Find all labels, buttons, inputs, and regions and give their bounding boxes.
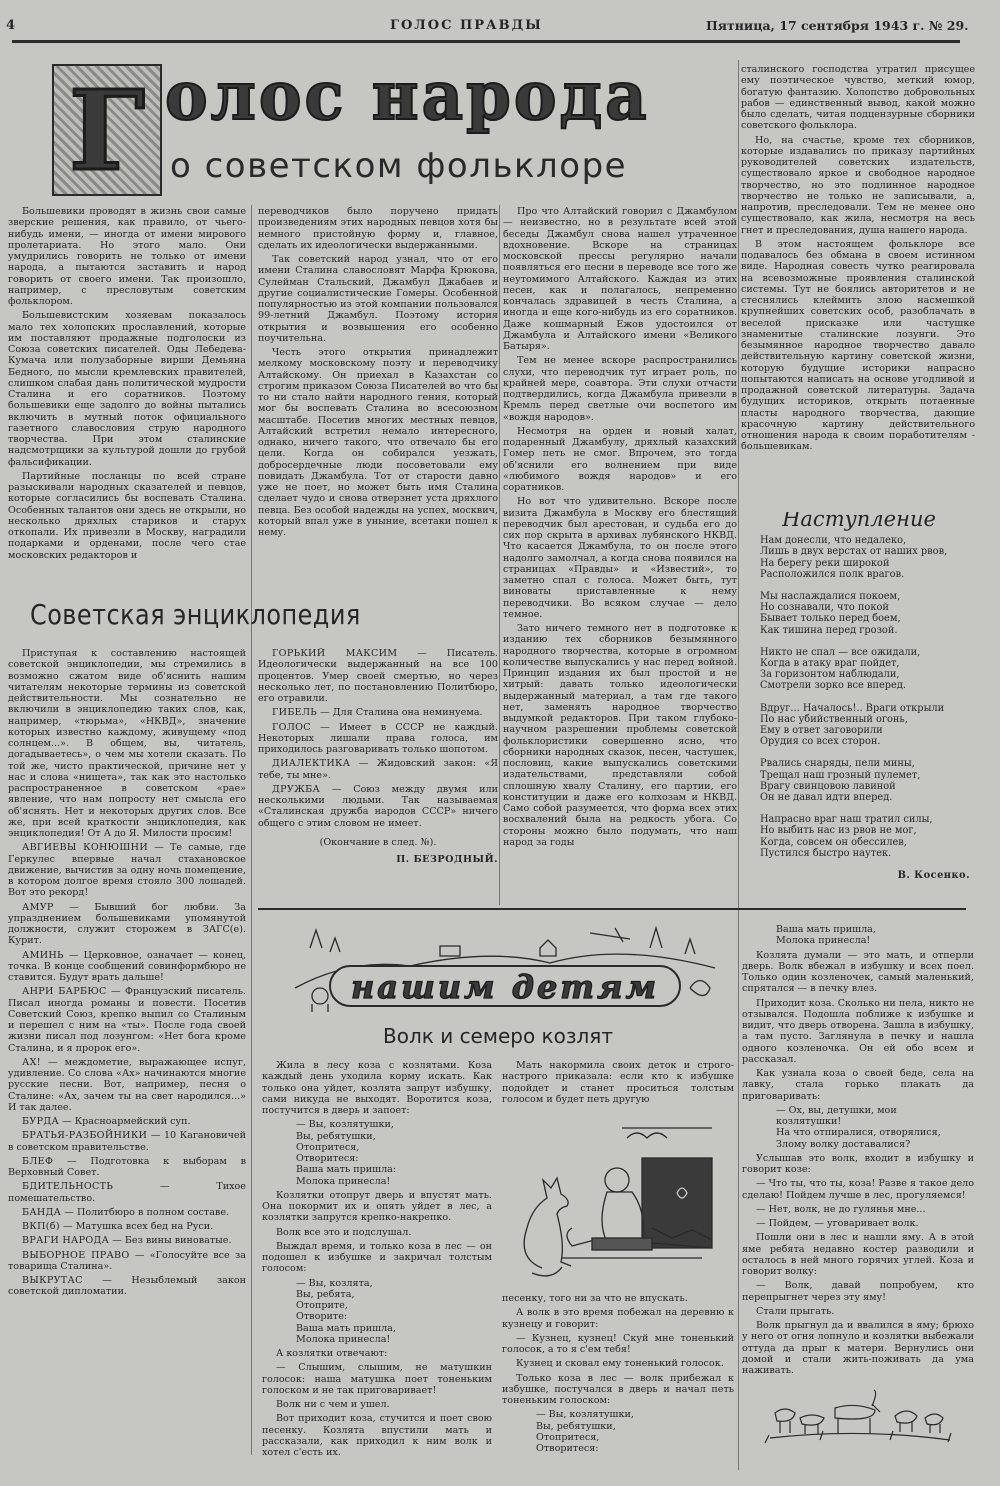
verse-line: Молока принесла!	[776, 935, 871, 947]
column-divider	[738, 60, 739, 1470]
encyclopedia-entry	[8, 1275, 246, 1298]
poem-stanza	[760, 703, 970, 748]
encyclopedia-entry	[8, 1221, 246, 1232]
entry-term: ВКП(б)	[22, 1221, 60, 1232]
poem-line: Он не давал идти вперед.	[760, 792, 893, 804]
verse-line: Отопритеся,	[296, 1141, 360, 1153]
story-paragraph: Козлята думали — это мать, и отперли дверь. Волк вбежал в избушку и всех поел. Только один козленочек, самый маленький, спрятался — в печку влез.	[742, 949, 974, 995]
encyclopedia-entry	[8, 950, 246, 984]
poem-line: Орудия со всех сторон.	[760, 736, 881, 748]
issue-date: Пятница, 17 сентября 1943 г. № 29.	[706, 18, 969, 33]
story-paragraph: Как узнала коза о своей беде, села на лавку, стала горько плакать да приговаривать:	[742, 1068, 974, 1102]
entry-definition: 10 Кагановичей в советском правительстве.	[8, 1130, 246, 1153]
verse-line: Ваша мать пришла,	[296, 1322, 396, 1334]
poem-line: Вдруг... Началось!.. Враги открыли	[760, 702, 945, 714]
story-paragraph: — Пойдем, — уговаривает волк.	[756, 1218, 919, 1229]
entry-dash: —	[61, 1206, 77, 1218]
poem-title: Наступление	[782, 512, 936, 531]
story-paragraph: — Кузнец, кузнец! Скуй мне тоненький голосок, а то я с'ем тебя!	[502, 1332, 734, 1355]
entry-definition: междометие, выражающее испуг, удивление. Со слова «Ах» начинаются многие русские песни. Вот, например, песня о Сталине: «Ах, зачем ты на свет народился...» И так далее.	[8, 1056, 246, 1113]
headline-drop-cap: Г	[52, 64, 162, 196]
article-paragraph: В этом настоящем фольклоре все подавалось без обмана в своем истинном виде. Народная совесть чутко реагировала на всевозможные проявления сталинской системы. Тут не боялись авторитетов и не стеснялись клеймить злою насмешкой крупнейших советских особ, разоблачать в веселой присказке или частушке знаменитые сталинские лозунги. Это безымянное народное творчество давало действительную картину советской жизни, которую будущие историки напрасно попытаются написать на основе угодливой и продажной советской литературы. Задача будущих историков, открыть потаенные пласты народного творчества, дающие красочную картину действительного отношения народа к своим поработителям - большевикам.	[741, 238, 975, 453]
encyclopedia-title: Советская энциклопедия	[30, 598, 361, 631]
goats-illustration	[760, 1388, 960, 1448]
poem-stanzas	[748, 535, 970, 859]
story-column-3	[742, 922, 974, 1382]
poem-stanza	[760, 535, 970, 580]
poem-line: Никто не спал — все ожидали,	[760, 646, 921, 658]
entry-definition: Те самые, где Геркулес впервые начал стахановское движение, вычистив за одну ночь помещение, в котором долгое время стояло 300 лошадей. Вот это рекорд!	[8, 842, 246, 899]
encyclopedia-entry	[8, 902, 246, 947]
children-banner-title: нашим детям	[350, 968, 660, 1006]
entry-term: БАНДА	[22, 1206, 62, 1218]
entry-definition: Подготовка к выборам в Верховный Совет.	[8, 1155, 246, 1178]
verse-line: — Вы, козлятушки,	[536, 1409, 634, 1421]
poem-line: Но сознавали, что покой	[760, 602, 889, 614]
entry-dash: —	[109, 1235, 125, 1247]
poem-line: Лишь в двух верстах от наших рвов,	[760, 546, 948, 558]
article-paragraph: сталинского господства утратил присущее ему поэтическое чувство, меткий юмор, богатую фантазию. Холопство добровольных рабов — единственный вывод, какой можно было сделать, читая подцензурные сборники советского фольклора.	[741, 64, 975, 132]
verse-line: Отоприте,	[296, 1300, 348, 1311]
verse-line: Молока принесла!	[296, 1175, 391, 1187]
story-paragraph: Приходит коза. Сколько ни пела, никто не отзывался. Подошла поближе к избушке и видит, что дверь отворена. Зашла в избушку, а там пусто. Заглянула в печку и нашла одного козленочка. Он ей обо всем и рассказал.	[742, 997, 974, 1065]
entry-definition: Без вины виноватые.	[124, 1235, 232, 1247]
story-verse	[296, 1119, 492, 1187]
poem-author: В. Косенко.	[897, 870, 970, 882]
article-paragraph: Про что Алтайский говорил с Джамбулом — неизвестно, но в результате всей этой беседы Джамбул снова нашел утраченное вдохновение. Вскоре на страницах московской прессы регулярно начали появляться его песни в переводе все того же неутомимого Алтайского. Каждая из этих песен, как и полагалось, непременно кончалась здравицей в честь Сталина, а иногда и еще кого-нибудь из его соратников. Даже кошмарный Ежов удостоился от Джамбула и Алтайского имени «Великого Батыря».	[503, 206, 737, 352]
article-paragraph: Но вот что удивительно. Вскоре после визита Джамбула в Москву его блестящий переводчик был арестован, и судьба его до сих пор скрыта в архивах лубянского НКВД. Что касается Джамбула, то он после этого надолго замолчал, а когда снова появился на страницах «Правды» и «Известий», то заметно спал с голоса. Может быть, тут виноваты приставленные к нему переводчики. Во всяком случае — дело темное.	[503, 496, 737, 620]
article-column-1	[8, 206, 246, 588]
story-column-1	[262, 1060, 492, 1460]
entry-dash: —	[113, 1181, 217, 1193]
verse-line: — Вы, козлятушки,	[296, 1119, 394, 1131]
poem-line: Нам донесли, что недалеко,	[760, 535, 907, 547]
encyclopedia-entries	[8, 842, 246, 1297]
story-paragraph: Козлятки отопрут дверь и впустят мать. Она покормит их и опять уйдет в лес, а козлятки запрутся крепко-накрепко.	[262, 1189, 492, 1224]
entry-dash: —	[40, 1056, 65, 1068]
story-verse	[776, 924, 974, 947]
header-rule	[12, 40, 960, 43]
entry-dash: —	[148, 842, 170, 854]
poem-line: За горизонтом наблюдали,	[760, 669, 900, 681]
story-paragraph: Выждал время, и только коза в лес — он подошел к избушке и закричал толстым голосом:	[262, 1240, 492, 1275]
encyclopedia-intro: Приступая к составлению настоящей советской энциклопедии, мы стремились в возможно сжатом виде об'яснить нашим читателям некоторые термины из советской действительности. Мы сознательно не включили в энциклопедию таких слов, как, например, «тюрьма», «НКВД», значение которых известно каждому, живущему «под солнцем...». В общем, вы, читатель, догадываетесь», о чем мы хотели сказать. По той же, чисто практической, причине нет у нас и слова «нищета», так как это настолько распространенное в советском «рае» явление, что нам попросту нет смысла его об'яснять. Нет и некоторых других слов. Все же, при всей краткости энциклопедия, как энциклопедия! От А до Я. Милости просим!	[8, 648, 246, 839]
article-paragraph: Зато ничего темного нет в подготовке к изданию тех сборников безымянного народного творчества, которые в огромном количестве выпускались у нас перед войной. Принцип издания их был простой и не хитрый: давать только идеологически выдержанный материал, а там где такого нет, заменять народное творчество выдумкой редакторов. При таком глубоко-научном разрешении проблемы советской фольклористики совершенно ясно, что сборники народных сказок, песен, частушек, пословиц, какие выпускались советскими издательствами, представляли собой сплошную хвалу Сталину, его партии, его конституции и даже его колхозам и НКВД. Само собой разумеется, что форма всех этих восхвалений была на редкость убога. Со стороны можно было подумать, что наш народ за годы	[503, 623, 737, 848]
verse-line: Вы, ребята,	[296, 1288, 355, 1300]
entry-dash: —	[397, 648, 447, 659]
encyclopedia-entry	[8, 1116, 246, 1127]
headline: олос народа	[165, 57, 650, 136]
encyclopedia-column-2	[258, 648, 498, 898]
encyclopedia-entry	[8, 1235, 246, 1246]
entry-term: АВГИЕВЫ КОНЮШНИ	[22, 842, 149, 854]
entry-dash: —	[129, 1249, 150, 1261]
entry-dash: —	[310, 721, 340, 733]
verse-line: Ваша мать пришла,	[776, 924, 876, 935]
entry-term: ДРУЖБА	[272, 783, 321, 795]
poem-line: Мы наслаждалися покоем,	[760, 591, 901, 603]
encyclopedia-entry	[8, 986, 246, 1054]
verse-line: Отопритеся,	[536, 1431, 600, 1443]
story-paragraph: Волк прыгнул да и ввалился в яму; брюхо у него от огня лопнуло и козлятки выбежали оттуда да прыг к матери. Вернулись они домой и стали жить-поживать да ума наживать.	[742, 1320, 974, 1376]
encyclopedia-entries	[258, 648, 498, 829]
story-paragraph: Вот приходит коза, стучится и поет свою песенку. Козлята впустили мать и рассказали, как приходил к ним волк и хотел с'есть их.	[262, 1413, 492, 1458]
article-paragraph: переводчиков было поручено придать произведениям этих народных певцов хотя бы немного пристойную форму и, главное, сделать их идеологически выдержанными.	[258, 206, 498, 251]
verse-line: Молока принесла!	[296, 1333, 391, 1345]
poem-line: Рвались снаряды, пели мины,	[760, 758, 915, 770]
story-paragraph: песенку, того ни за что не впускать.	[502, 1293, 688, 1304]
poem-line: Напрасно враг наш тратил силы,	[760, 814, 933, 826]
entry-definition: Красноармейский суп.	[74, 1116, 191, 1127]
story-paragraph: Стали прыгать.	[756, 1305, 835, 1317]
encyclopedia-entry	[8, 1181, 246, 1204]
poem-line: Ему в ответ заговорили	[760, 725, 883, 737]
entry-term: ГОЛОС	[272, 721, 311, 733]
entry-term: АМУР	[22, 901, 54, 913]
entry-term: БЛЕФ	[22, 1155, 54, 1167]
entry-definition: Церковное, означает — конец, точка. В конце сообщений совинформбюро не ставится. Будут врать дальше!	[8, 949, 246, 983]
encyclopedia-entry	[8, 1156, 246, 1179]
verse-line: козлятушки!	[776, 1116, 842, 1127]
story-column-2	[502, 1060, 734, 1470]
poem-line: На берегу реки широкой	[760, 557, 890, 569]
encyclopedia-entry	[8, 1057, 246, 1113]
article-column-4	[741, 64, 975, 510]
entry-dash: —	[106, 986, 125, 998]
children-banner-illustration	[290, 918, 720, 1016]
verse-line: Вы, ребятушки,	[296, 1130, 376, 1142]
encyclopedia-entry	[8, 842, 246, 898]
story-paragraph: Волк ни с чем и ушел.	[276, 1399, 390, 1410]
story-paragraph: Услышав это волк, входит в избушку и говорит козе:	[742, 1152, 974, 1175]
article-paragraph: Несмотря на орден и новый халат, подаренный Джамбулу, дряхлый казахский Гомер петь не смог. Впрочем, это тогда об'яснили его волнением при виде «любимого вождя народов» и его соратников.	[503, 425, 737, 493]
entry-definition: Жидовский закон: «Я тебе, ты мне».	[258, 758, 498, 781]
entry-dash: —	[320, 783, 354, 795]
entry-dash: —	[53, 901, 95, 913]
section-rule	[258, 908, 966, 910]
article-paragraph: Так советский народ узнал, что от его имени Сталина славословят Марфа Крюкова, Сулейман Стальский, Джамбул Джабаев и другие социалистические Гомеры. Особенной популярностью из этой компании пользовался 99-летний Джамбул. Поэтому история открытия и возвышения его особенно поучительна.	[258, 254, 498, 344]
entry-term: БДИТЕЛЬНОСТЬ	[22, 1181, 114, 1193]
encyclopedia-entry	[258, 648, 498, 704]
entry-term: БУРДА	[22, 1116, 60, 1127]
entry-term: БРАТЬЯ-РАЗБОЙНИКИ	[22, 1130, 148, 1142]
story-paragraph: — Что ты, что ты, коза! Разве я такое дело сделаю! Пойдем лучше в лес, прогуляемся!	[742, 1178, 974, 1201]
column-divider	[499, 205, 500, 905]
story-paragraph: А волк в это время побежал на деревню к кузнецу и говорит:	[502, 1307, 734, 1330]
article-paragraph: Но, на счастье, кроме тех сборников, которые издавались по приказу партийных руководителей советских издательств, существовало яркое и свободное народное творчество, но это подлинное народное творчество не только не записывали, а, напротив, преследовали. Тем не менее оно существовало, как жила, несмотря на весь гнет и преследования, душа нашего народа.	[741, 134, 975, 236]
wolf-blacksmith-illustration	[502, 1108, 734, 1293]
entry-definition: Писатель. Идеологически выдержанный на все 100 процентов. Умер своей смертью, но через несколько лет, по постановлению Политбюро, его отравили.	[258, 648, 498, 704]
poem-line: Смотрели зорко все вперед.	[760, 680, 906, 692]
article-paragraph: Тем не менее вскоре распространились слухи, что переводчик тут играет роль, по крайней мере, соавтора. Эти слухи отчасти подтвердились, когда Джамбула привезли в Кремль перед светлые очи воспетого им «вождя народов».	[503, 355, 737, 423]
encyclopedia-entry	[258, 722, 498, 756]
poem-line: Расположился полк врагов.	[760, 568, 905, 580]
verse-line: Злому волку доставалися?	[776, 1138, 911, 1150]
story-paragraph: — Нет, волк, не до гулянья мне...	[756, 1203, 926, 1215]
poem-line: Пустился быстро наутек.	[760, 847, 892, 859]
story-verse	[296, 1278, 492, 1346]
story-paragraph: Мать накормила своих деток и строго-настрого приказала: если кто к избушке подойдет и станет проситься толстым голосом и будет петь другую	[502, 1060, 734, 1105]
entry-term: АНРИ БАРБЮС	[22, 986, 107, 998]
poem	[748, 512, 970, 904]
encyclopedia-entry	[8, 1250, 246, 1273]
column-divider	[251, 205, 252, 1455]
entry-term: ГОРЬКИЙ МАКСИМ	[272, 648, 398, 659]
story-verse	[776, 1105, 974, 1150]
story-paragraph: Пошли они в лес и нашли яму. А в этой яме ребята недавно костер разводили и осталось в ней много горячих углей. Коза и говорит волку:	[742, 1232, 974, 1277]
story-paragraph: Жила в лесу коза с козлятами. Коза каждый день уходила корму искать. Как только она уйдет, козлята запрут избушку, сами никуда не выходят. Воротится коза, постучится в дверь и запоет:	[262, 1060, 492, 1116]
entry-definition: «Голосуйте все за товарища Сталина».	[8, 1249, 246, 1272]
continuation-note: (Окончание в след. №).	[319, 836, 437, 848]
verse-line: Отворитеся:	[536, 1443, 599, 1454]
poem-line: Врагу свинцовою лавиной	[760, 780, 896, 792]
poem-line: По нас убийственный огонь,	[760, 713, 908, 725]
story-paragraph: Волк все это и подслушал.	[276, 1226, 412, 1238]
story-paragraph: А козлятки отвечают:	[276, 1348, 388, 1359]
encyclopedia-entry	[258, 784, 498, 829]
poem-line: Когда в атаку враг пойдет,	[760, 658, 900, 670]
poem-line: Но выбить нас из рвов не мог,	[760, 825, 917, 837]
entry-definition: Французский писатель. Писал иногда романы и повести. Посетив Советский Союз, крепко выпил со Сталиным и перешел с ним на «ты». После года своей жизни писал под лозунгом: «Нет бога кроме Сталина, и я пророк его».	[8, 986, 246, 1054]
article-paragraph: Большевики проводят в жизнь свои самые зверские решения, как правило, от чьего-нибудь имени, — иногда от имени мирового пролетариата. Но этого мало. Они умудрились говорить не только от имени народа, а пытаются заставить и народ говорить от своего имени. Так произошло, например, с пресловутым советским фольклором.	[8, 206, 246, 307]
encyclopedia-column-1	[8, 648, 246, 1458]
newspaper-title: ГОЛОС ПРАВДЫ	[390, 18, 543, 33]
entry-definition: Для Сталина она неминуема.	[332, 707, 483, 719]
article-paragraph: Честь этого открытия принадлежит мелкому московскому поэту и переводчику Алтайскому. Он приехал в Казахстан со строгим приказом Союза Писателей во что бы то ни стало найти народного гения, который мог бы воспевать Сталина во всесоюзном масштабе. Посетив многих местных певцов, Алтайский встретил немало интересного, однако, ничего такого, что отвечало бы его цели. Когда он собирался уезжать, добросердечные люди посоветовали ему повидать Джамбула. Тот от старости давно уже не поет, но может быть имя Сталина сделает чудо и снова отверзнет уста дряхлого певца. Без особой надежды на успех, москвич, который впал уже в уныние, всетаки пошел к нему.	[258, 347, 498, 538]
entry-term: АХ!	[22, 1056, 41, 1068]
entry-term: ГИБЕЛЬ	[272, 707, 318, 719]
encyclopedia-entry	[8, 1130, 246, 1153]
entry-definition: Союз между двумя или несколькими людьми. Так называемая «Сталинская дружба народов СССР» ничего общего с этим словом не имеет.	[258, 783, 498, 829]
article-column-3	[503, 206, 737, 906]
poem-stanza	[760, 758, 970, 803]
story-paragraph: Только коза в лес — волк прибежал к избушке, постучался в дверь и начал петь тоненьким голоском:	[502, 1372, 734, 1406]
article-paragraph: Большевистским хозяевам показалось мало тех холопских прославлений, которые им поставляют продажные подголоски из Союза советских писателей. Оды Лебедева-Кумача или полузаборные вирши Демьяна Бедного, по мысли кремлевских правителей, слишком слабая дань политической мудрости Сталина и его соратников. Поэтому большевики еще задолго до войны пытались включить в мутный поток официального газетного славословия струю народного творчества. При этом сталинские надсмотрщики за культурой дошли до грубой фальсификации.	[8, 310, 246, 468]
verse-line: — Вы, козлята,	[296, 1277, 373, 1289]
poem-line: Когда, совсем он обессилев,	[760, 836, 907, 848]
entry-definition: Имеет в СССР не каждый. Некоторых лишали права голоса, им приходилось разговаривать только шопотом.	[258, 721, 498, 755]
poem-stanza	[760, 647, 970, 692]
verse-line: Ваша мать пришла:	[296, 1164, 397, 1176]
poem-line: Трещал наш грозный пулемет,	[760, 769, 921, 781]
encyclopedia-author: П. БЕЗРОДНЫЙ.	[396, 854, 498, 865]
story-paragraph: — Слышим, слышим, не матушкин голосок: наша матушка поет тоненьким голоском и не так приговаривает!	[262, 1362, 492, 1396]
article-paragraph: Партийные посланцы по всей стране разыскивали народных сказателей и певцов, которые согласились бы воспевать Сталина. Особенных талантов они здесь не открыли, но несколько дряхлых стариков и старух откопали. Их привезли в Москву, наградили подарками и орденами, после чего стае московских редакторов и	[8, 470, 246, 561]
entry-dash: —	[59, 1116, 75, 1127]
encyclopedia-entry	[8, 1207, 246, 1218]
entry-definition: Политбюро в полном составе.	[76, 1206, 230, 1218]
entry-term: ДИАЛЕКТИКА	[272, 758, 351, 770]
encyclopedia-entry	[258, 758, 498, 781]
verse-line: Вы, ребятушки,	[536, 1420, 616, 1432]
story-verse	[536, 1409, 734, 1454]
encyclopedia-entry	[258, 707, 498, 718]
story-paragraph: — Волк, давай попробуем, кто перепрыгнет через эту яму!	[742, 1280, 974, 1303]
entry-term: ВЫБОРНОЕ ПРАВО	[22, 1249, 130, 1261]
article-column-2	[258, 206, 498, 588]
entry-definition: Бывший бог любви. За упразднением большевиками упомянутой должности, служит сторожем в ЗАГС(е). Курит.	[8, 901, 246, 947]
entry-definition: Незыблемый закон советской дипломатии.	[8, 1275, 246, 1298]
verse-line: Отворитеся:	[296, 1153, 359, 1164]
poem-stanza	[760, 814, 970, 859]
entry-term: ВРАГИ НАРОДА	[22, 1235, 110, 1247]
entry-definition: Матушка всех бед на Руси.	[75, 1221, 214, 1232]
entry-dash: —	[82, 1275, 132, 1286]
headline-subtitle: о советском фольклоре	[170, 146, 628, 186]
entry-dash: —	[63, 949, 84, 961]
poem-stanza	[760, 591, 970, 636]
verse-line: — Ох, вы, детушки, мои	[776, 1104, 897, 1116]
poem-line: Как тишина перед грозой.	[760, 624, 898, 636]
verse-line: На что отпиралися, отворялися,	[776, 1127, 941, 1139]
page-number: 4	[6, 18, 16, 33]
poem-line: Бывает только перед боем,	[760, 613, 901, 625]
entry-term: АМИНЬ	[22, 949, 64, 961]
entry-definition: Тихое помешательство.	[8, 1181, 246, 1204]
entry-dash: —	[147, 1130, 164, 1142]
entry-dash: —	[350, 758, 377, 770]
story-paragraph: Кузнец и сковал ему тоненький голосок.	[516, 1358, 724, 1370]
entry-dash: —	[317, 707, 333, 719]
entry-dash: —	[59, 1221, 76, 1232]
entry-dash: —	[53, 1155, 91, 1167]
entry-term: ВЫКРУТАС	[22, 1275, 83, 1286]
verse-line: Отворите:	[296, 1311, 348, 1323]
story-title: Волк и семеро козлят	[383, 1024, 613, 1048]
